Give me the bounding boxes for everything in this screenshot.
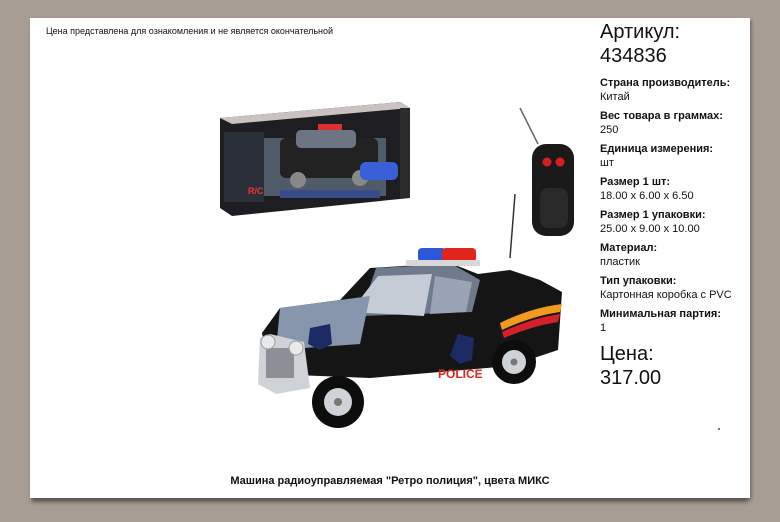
spec-label: Материал: bbox=[600, 242, 658, 254]
spec-value: 1 bbox=[600, 322, 607, 334]
spec-value: 18.00 x 6.00 x 6.50 bbox=[600, 190, 694, 202]
price-label: Цена: bbox=[600, 343, 654, 365]
spec-label: Размер 1 шт: bbox=[600, 176, 671, 188]
spec-country bbox=[600, 76, 750, 105]
box-rc-label: R/C bbox=[248, 186, 264, 196]
spec-package-size bbox=[600, 208, 750, 237]
spec-package-type bbox=[600, 274, 750, 303]
spec-value: шт bbox=[600, 157, 614, 169]
sku-value: 434836 bbox=[600, 45, 667, 67]
spec-label: Минимальная партия: bbox=[600, 308, 721, 320]
packaging-box bbox=[220, 102, 410, 216]
spec-weight bbox=[600, 109, 750, 138]
price-value: 317.00 bbox=[600, 367, 662, 389]
spec-value: 250 bbox=[600, 124, 619, 136]
stray-dot bbox=[718, 428, 720, 430]
spec-value: 25.00 x 9.00 x 10.00 bbox=[600, 223, 700, 235]
specs-panel bbox=[600, 20, 750, 389]
price-disclaimer: Цена представлена для ознакомления и не является окончательной bbox=[46, 26, 334, 36]
price-block bbox=[600, 342, 661, 390]
spec-material bbox=[600, 241, 750, 270]
spec-value: пластик bbox=[600, 256, 640, 268]
product-sheet bbox=[30, 18, 750, 498]
spec-value: Китай bbox=[600, 91, 630, 103]
product-caption: Машина радиоуправляемая "Ретро полиция", цвета МИКС bbox=[230, 475, 550, 487]
spec-value: Картонная коробка с PVC bbox=[600, 289, 732, 301]
spec-item-size bbox=[600, 175, 750, 204]
sku-label: Артикул: bbox=[600, 21, 681, 43]
spec-label: Единица измерения: bbox=[600, 143, 714, 155]
remote-control bbox=[520, 108, 574, 236]
car-police-label: POLICE bbox=[438, 367, 483, 381]
police-car bbox=[258, 194, 562, 428]
spec-label: Размер 1 упаковки: bbox=[600, 209, 706, 221]
spec-label: Тип упаковки: bbox=[600, 275, 677, 287]
spec-label: Вес товара в граммах: bbox=[600, 110, 723, 122]
product-photo bbox=[210, 98, 590, 458]
spec-unit bbox=[600, 142, 750, 171]
spec-min-order bbox=[600, 307, 750, 336]
sku-block bbox=[600, 20, 750, 68]
spec-label: Страна производитель: bbox=[600, 77, 731, 89]
